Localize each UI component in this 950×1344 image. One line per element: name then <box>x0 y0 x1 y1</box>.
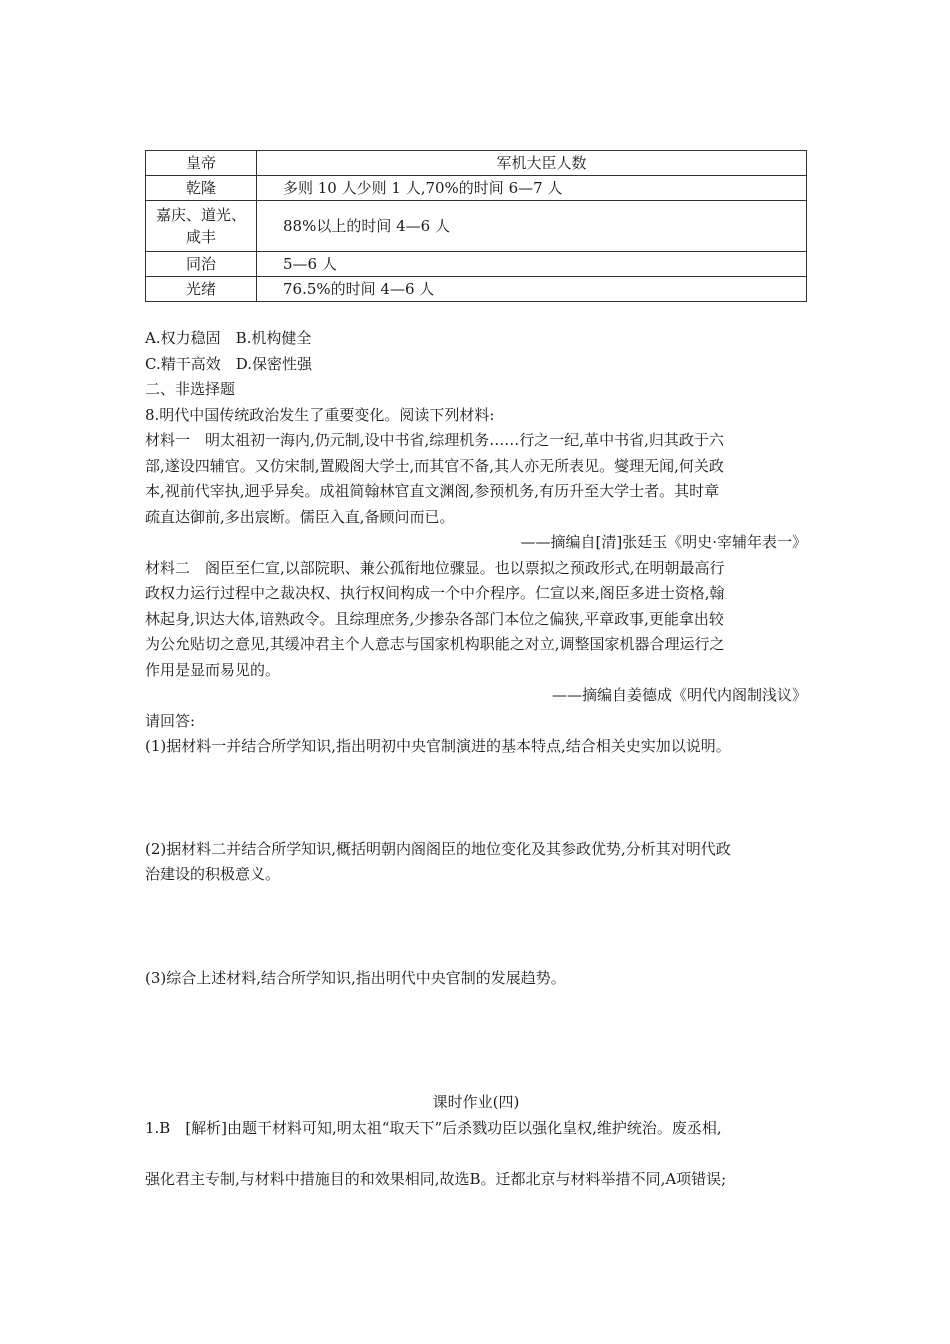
material-line: 疏直达御前,多出宸断。儒臣入直,备顾问而已。 <box>145 507 455 526</box>
answer-space <box>145 991 807 1090</box>
grand-council-table <box>145 150 807 302</box>
option-line: C.精干高效 D.保密性强 <box>145 354 312 373</box>
emperor-cell: 嘉庆、道光、咸丰 <box>146 201 257 252</box>
table-row <box>146 252 807 277</box>
table-row <box>146 277 807 302</box>
option-line: A.权力稳固 B.机构健全 <box>145 329 312 347</box>
answer-space <box>145 888 807 966</box>
material-line: 政权力运行过程中之裁决权、执行权间构成一个中介程序。仁宣以来,阁臣多进士资格,翰 <box>145 584 725 602</box>
document-page <box>145 150 807 1192</box>
answer-line: 1.B [解析]由题干材料可知,明太祖“取天下”后杀戮功臣以强化皇权,维护统治。废丞相, <box>145 1118 722 1137</box>
material-line: 林起身,识达大体,谙熟政令。且综理庶务,少掺杂各部门本位之偏狭,平章政事,更能拿出较 <box>145 609 724 628</box>
header-minister-count: 军机大臣人数 <box>257 151 807 176</box>
material-source: ——摘编自姜德成《明代内阁制浅议》 <box>551 686 807 704</box>
material-line: 本,视前代宰执,迥乎异矣。成祖简翰林官直文渊阁,参预机务,有历升至大学士者。其时章 <box>145 482 720 500</box>
count-cell: 5—6 人 <box>257 252 807 277</box>
material-line: 部,遂设四辅官。又仿宋制,置殿阁大学士,而其官不备,其人亦无所表见。燮理无闻,何关政 <box>145 456 724 475</box>
sub-question-1: (1)据材料一并结合所学知识,指出明初中央官制演进的基本特点,结合相关史实加以说明。 <box>145 737 731 755</box>
table-row <box>146 176 807 201</box>
count-cell: 多则 10 人少则 1 人,70%的时间 6—7 人 <box>257 176 807 201</box>
count-cell: 76.5%的时间 4—6 人 <box>257 277 807 302</box>
material-source: ——摘编自[清]张廷玉《明史·宰辅年表一》 <box>520 533 807 551</box>
material-line: 为公允贴切之意见,其缓冲君主个人意志与国家机构职能之对立,调整国家机器合理运行之 <box>145 635 725 653</box>
answer-line: 强化君主专制,与材料中措施目的和效果相同,故选B。迁都北京与材料举措不同,A项错误; <box>145 1169 727 1188</box>
answer-space <box>145 760 807 837</box>
header-emperor: 皇帝 <box>146 151 257 176</box>
emperor-cell: 光绪 <box>146 277 257 302</box>
material-line: 材料一 明太祖初一海内,仍元制,设中书省,综理机务……行之一纪,革中书省,归其政于六 <box>145 431 724 449</box>
emperor-cell: 同治 <box>146 252 257 277</box>
table-header-row <box>146 151 807 176</box>
sub-question-3: (3)综合上述材料,结合所学知识,指出明代中央官制的发展趋势。 <box>145 968 566 987</box>
material-line: 作用是显而易见的。 <box>145 660 281 679</box>
answer-text <box>145 1116 807 1192</box>
question-body <box>145 326 807 1192</box>
table-row <box>146 201 807 252</box>
ask-label: 请回答: <box>145 711 196 730</box>
material-line: 材料二 阁臣至仁宣,以部院职、兼公孤衔地位骤显。也以票拟之预政形式,在明朝最高行 <box>145 558 725 577</box>
sub-question-2-cont: 治建设的积极意义。 <box>145 865 281 883</box>
question-stem: 8.明代中国传统政治发生了重要变化。阅读下列材料: <box>145 405 495 424</box>
sub-question-2: (2)据材料二并结合所学知识,概括明朝内阁阁臣的地位变化及其参政优势,分析其对明代政 <box>145 839 731 858</box>
count-cell: 88%以上的时间 4—6 人 <box>257 201 807 252</box>
emperor-cell: 乾隆 <box>146 176 257 201</box>
section-title: 二、非选择题 <box>145 380 236 398</box>
answer-section-title: 课时作业(四) <box>432 1093 520 1111</box>
